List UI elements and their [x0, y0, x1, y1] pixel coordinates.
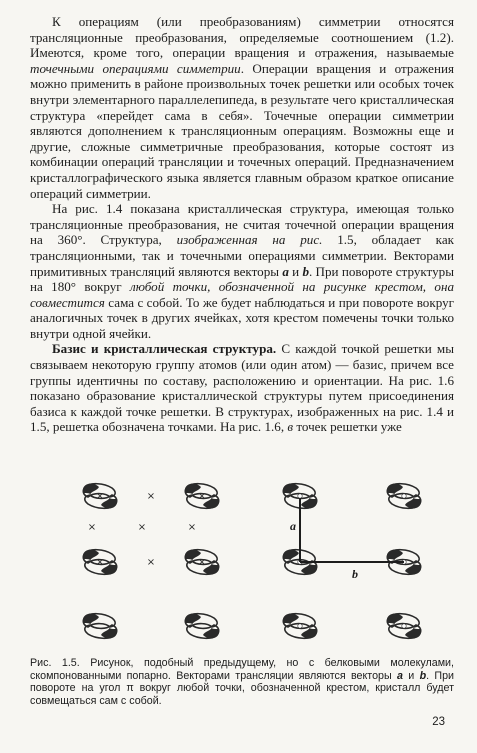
caption-text: Рис. 1.5. Рисунок, подобный предыдущему, но с белковыми молекулами, скомпонованными попарно. Векторами трансляции являются векторы: [30, 657, 454, 682]
caption-vector-b: b: [419, 669, 427, 682]
paragraph-2: [30, 201, 454, 341]
svg-text:×: ×: [197, 491, 207, 502]
page-number: 23: [432, 716, 445, 728]
italic-term: точечными операциями симметрии: [30, 60, 241, 76]
section-heading: Базис и кристаллическая структура.: [52, 341, 277, 357]
figure-caption: [30, 657, 454, 707]
vector-a: a: [282, 263, 289, 279]
svg-text:×: ×: [197, 557, 207, 568]
text: сама с собой. То же будет наблюдаться и при повороте вокруг аналогичных точек в других ячейках, хотя крестом помечены точки только внутри одной ячейки.: [30, 294, 454, 341]
svg-text:×: ×: [95, 491, 105, 502]
svg-text:×: ×: [95, 557, 105, 568]
text: . Операции вращения и отражения можно применить в районе произвольных точек решетки или особых точек внутри элементарного параллелепипеда, в результате чего кристаллическая структура «перейдет сама в себя». Точечные операции симметрии являются дополнением к трансляционным операциям. Возможны еще и другие, сложные симметричные преобразования, которые состоят из комбинации операций трансляции и точечных операций. Предназначением кристаллографического языка является главным образом краткое описание операций симметрии.: [30, 60, 454, 201]
paragraph-3: [30, 341, 454, 435]
svg-text:×: ×: [137, 522, 147, 533]
text: . При повороте структуры на 180° вокруг: [30, 263, 454, 295]
text: и: [288, 263, 303, 279]
text: 1.5, обладает как трансляционными, так и точечными операциями симметрии. Векторами примитивных трансляций являются векторы: [30, 232, 454, 279]
text: На рис. 1.4 показана кристаллическая структура, имеющая только трансляционные преобразования, не считая точечной операции вращения на 360°. Структура,: [30, 201, 454, 248]
right-molecule-row-3: [283, 614, 421, 639]
text: точек решетки уже: [293, 419, 402, 435]
vector-b: b: [302, 263, 309, 279]
label-a: a: [290, 519, 296, 533]
caption-vector-a: a: [396, 669, 403, 682]
caption-text: и: [402, 669, 420, 682]
left-molecule-row-3: [83, 614, 219, 639]
italic-letter: в: [287, 419, 294, 435]
paragraph-1: [30, 14, 454, 201]
figure-1-5-svg: [52, 470, 432, 655]
svg-text:×: ×: [187, 522, 197, 533]
label-b: b: [352, 567, 358, 581]
right-molecule-row-1: [283, 484, 421, 509]
caption-text: . При повороте на угол π вокруг любой точки, обозначенной крестом, кристалл будет совмещаться сам с собой.: [30, 669, 454, 707]
figure-1-5: [52, 470, 432, 655]
text: К операциям (или преобразованиям) симметрии относятся трансляционные преобразования, определяемые соотношением (1.2). Имеются, кроме того, операции вращения и отражения, называемые: [30, 14, 454, 61]
italic-text: любой точки, обозначенной на рисунке крестом, она совместится: [30, 279, 454, 310]
text: С каждой точкой решетки мы связываем некоторую группу атомов (или один атом) — базис, причем все группы идентичны по составу, расположению и ориентации. На рис. 1.6 показано образование кристаллической структуры путем присоединения базиса к каждой точке решетки. В структурах, изображенных на рис. 1.4 и 1.5, решетка обозначена точками. На рис. 1.6,: [30, 341, 454, 435]
svg-text:×: ×: [146, 557, 156, 568]
italic-text: изображенная на рис.: [176, 232, 323, 248]
page-body: [30, 14, 454, 435]
svg-text:×: ×: [146, 491, 156, 502]
svg-text:×: ×: [87, 522, 97, 533]
